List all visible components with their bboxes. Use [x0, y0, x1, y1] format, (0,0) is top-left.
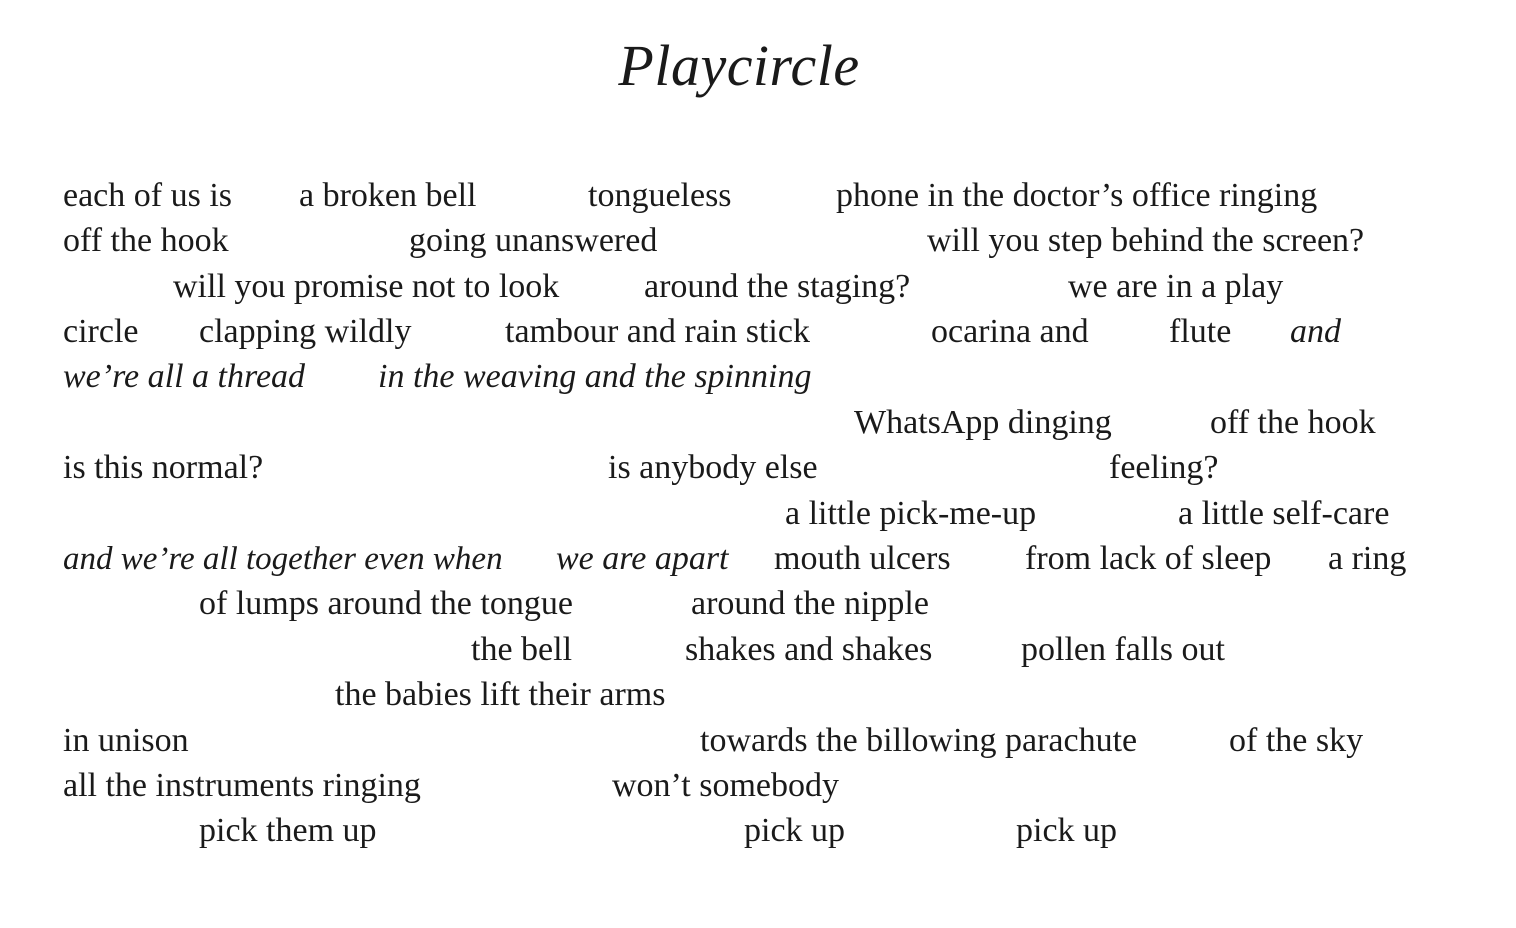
poem-line	[0, 766, 1516, 806]
phrase: from lack of sleep	[1025, 540, 1272, 577]
poem-line	[0, 811, 1516, 851]
phrase: will you step behind the screen?	[927, 222, 1365, 259]
poem-line	[0, 176, 1516, 216]
phrase: pollen falls out	[1021, 631, 1225, 668]
phrase: circle	[63, 313, 139, 350]
poem-line	[0, 721, 1516, 761]
phrase: we are in a play	[1068, 268, 1284, 305]
poem-line	[0, 221, 1516, 261]
phrase: WhatsApp dinging	[854, 404, 1112, 441]
phrase: the babies lift their arms	[335, 676, 666, 713]
phrase: around the nipple	[691, 585, 929, 622]
phrase: each of us is	[63, 177, 233, 214]
phrase: a little self-care	[1178, 495, 1390, 532]
phrase-italic: and	[1290, 313, 1341, 350]
phrase: won’t somebody	[612, 767, 839, 804]
poem-line	[0, 267, 1516, 307]
phrase: a little pick-me-up	[785, 495, 1037, 532]
phrase: a broken bell	[299, 177, 477, 214]
phrase: feeling?	[1109, 449, 1219, 486]
phrase-italic: and we’re all together even when	[63, 541, 503, 577]
phrase: pick up	[1016, 812, 1118, 849]
phrase: is this normal?	[63, 449, 264, 486]
poem-line	[0, 357, 1516, 397]
phrase-italic: we’re all a thread	[63, 358, 306, 395]
poem-line	[0, 494, 1516, 534]
phrase: going unanswered	[409, 222, 658, 259]
poem-line	[0, 630, 1516, 670]
poem-line	[0, 448, 1516, 488]
poem-title: Playcircle	[618, 33, 860, 98]
phrase: phone in the doctor’s office ringing	[836, 177, 1318, 214]
phrase: towards the billowing parachute	[700, 722, 1138, 759]
phrase: around the staging?	[644, 268, 911, 305]
poem-line	[0, 675, 1516, 715]
phrase: pick up	[744, 812, 846, 849]
phrase: flute	[1169, 313, 1232, 350]
phrase: a ring	[1328, 540, 1407, 577]
poem-line	[0, 312, 1516, 352]
poem-line	[0, 539, 1516, 579]
phrase: mouth ulcers	[774, 540, 951, 577]
phrase: is anybody else	[608, 449, 818, 486]
phrase-italic: we are apart	[556, 540, 729, 577]
phrase-italic: in the weaving and the spinning	[378, 358, 812, 395]
phrase: will you promise not to look	[173, 268, 560, 305]
phrase: all the instruments ringing	[63, 767, 421, 804]
phrase: the bell	[471, 631, 573, 668]
poem-line	[0, 584, 1516, 624]
phrase: of the sky	[1229, 722, 1364, 759]
phrase: off the hook	[1210, 404, 1376, 441]
phrase: in unison	[63, 722, 189, 759]
phrase: off the hook	[63, 222, 229, 259]
phrase: shakes and shakes	[685, 631, 933, 668]
phrase: tambour and rain stick	[505, 313, 810, 350]
phrase: pick them up	[199, 812, 377, 849]
phrase: tongueless	[588, 177, 732, 214]
poem-line	[0, 403, 1516, 443]
phrase: of lumps around the tongue	[199, 585, 573, 622]
phrase: ocarina and	[931, 313, 1089, 350]
phrase: clapping wildly	[199, 313, 412, 350]
